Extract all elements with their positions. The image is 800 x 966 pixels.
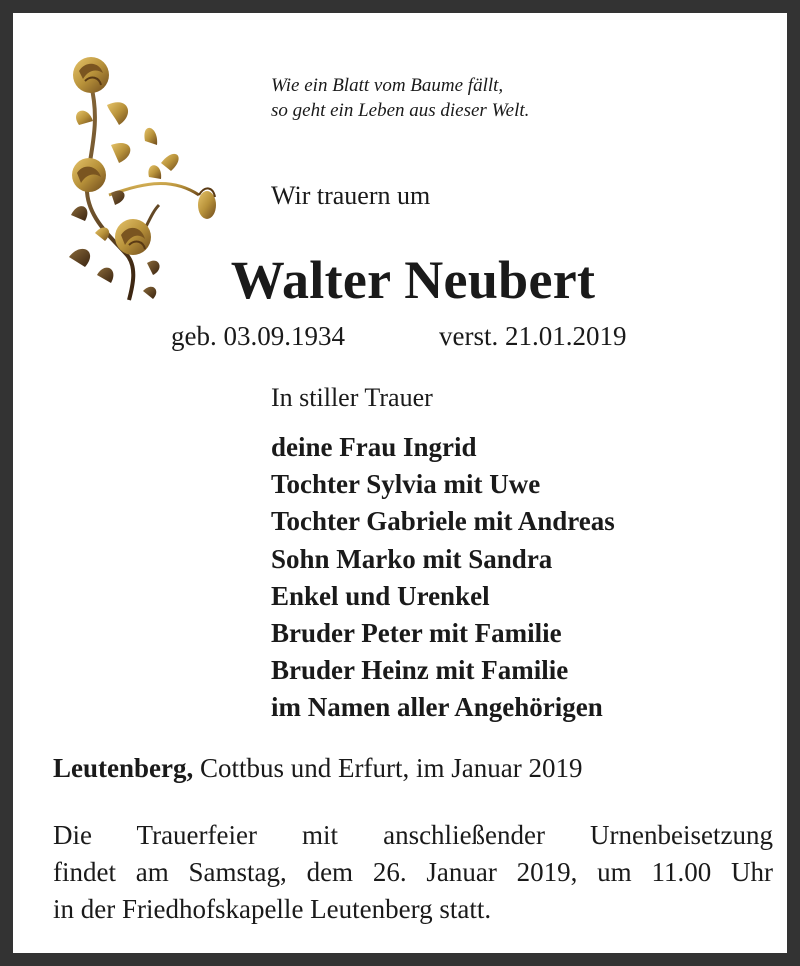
place-rest: Cottbus und Erfurt, im Januar 2019: [193, 753, 583, 783]
place-bold: Leutenberg,: [53, 753, 194, 783]
funeral-service-notice: [53, 817, 773, 928]
list-item: Tochter Sylvia mit Uwe: [271, 469, 541, 500]
birth-date: geb. 03.09.1934: [171, 321, 345, 351]
service-line-1: Die Trauerfeier mit anschließender Urnenbeisetzung: [53, 820, 773, 850]
list-item: Enkel und Urenkel: [271, 580, 490, 611]
place-and-date: [53, 753, 582, 784]
death-date: verst. 21.01.2019: [439, 321, 627, 351]
list-item: Bruder Heinz mit Familie: [271, 655, 569, 686]
memorial-quote: [271, 73, 529, 123]
mourners-list: [271, 429, 615, 727]
list-item: Bruder Peter mit Familie: [271, 618, 562, 649]
service-line-3: in der Friedhofskapelle Leutenberg statt.: [53, 894, 492, 924]
list-item: deine Frau Ingrid: [271, 432, 477, 462]
quote-line-1: Wie ein Blatt vom Baume fällt,: [271, 75, 504, 96]
quote-line-2: so geht ein Leben aus dieser Welt.: [271, 100, 530, 121]
in-silent-grief: In stiller Trauer: [271, 383, 433, 412]
list-item: Sohn Marko mit Sandra: [271, 543, 553, 574]
mourning-intro: Wir trauern um: [271, 181, 431, 210]
list-item: Tochter Gabriele mit Andreas: [271, 506, 615, 537]
list-item: im Namen aller Angehörigen: [271, 692, 603, 723]
service-line-2: findet am Samstag, dem 26. Januar 2019, um 11.00 Uhr: [53, 857, 773, 887]
life-dates: [171, 321, 627, 352]
deceased-name: Walter Neubert: [230, 250, 596, 310]
